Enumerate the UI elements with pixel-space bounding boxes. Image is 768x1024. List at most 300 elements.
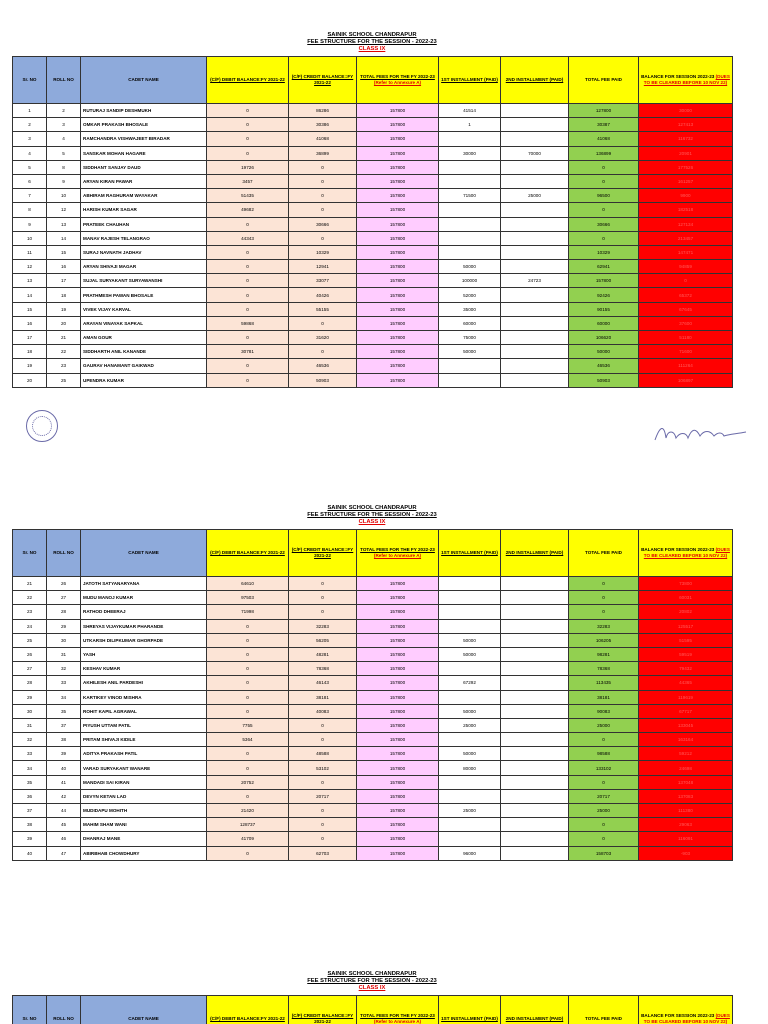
table-cell [501,690,569,704]
table-cell: 0 [569,160,639,174]
table-cell [501,662,569,676]
table-cell: SUJAL SURYAKANT SURYAWANSHI [81,274,207,288]
table-cell: 157800 [357,577,439,591]
table-cell: 157800 [357,804,439,818]
table-cell: 73800 [639,577,733,591]
col-debit: (C/F) DEBIT BALANCE:FY 2021-22 [207,996,289,1024]
table-cell: 46536 [289,359,357,373]
table-cell: 106620 [569,331,639,345]
fee-sheet-1 [12,32,732,388]
table-cell: 0 [289,718,357,732]
table-cell: 41514 [439,104,501,118]
table-cell: 0 [569,203,639,217]
table-cell: 97503 [207,591,289,605]
table-cell: 0 [289,174,357,188]
table-cell: 19 [13,359,47,373]
table-cell: 50000 [569,345,639,359]
table-body [13,577,733,861]
table-cell: MUDIDAPU MOHITH [81,804,207,818]
table-cell: 3 [13,132,47,146]
sheet-header [12,971,732,992]
table-cell: 0 [569,818,639,832]
table-cell: JATOTH SATYANARYANA [81,577,207,591]
table-cell: 20717 [289,789,357,803]
table-cell: 0 [289,316,357,330]
table-row [13,174,733,188]
table-cell: 33077 [289,274,357,288]
table-row [13,676,733,690]
table-cell: 26 [47,577,81,591]
table-cell: 0 [207,302,289,316]
table-cell [501,747,569,761]
table-row [13,288,733,302]
fee-table [12,995,733,1024]
table-cell: 0 [289,591,357,605]
table-cell [439,789,501,803]
table-cell [501,676,569,690]
table-cell: 34 [47,690,81,704]
table-cell: 71500 [439,189,501,203]
table-cell [501,231,569,245]
table-cell: 41 [47,775,81,789]
table-cell: 157800 [357,789,439,803]
table-cell: SURAJ NAVNATH JADHAV [81,245,207,259]
table-cell: 0 [207,146,289,160]
table-cell: 157800 [357,718,439,732]
table-cell [439,733,501,747]
table-cell: 113435 [569,676,639,690]
table-row [13,302,733,316]
table-cell: 7 [13,189,47,203]
table-cell: 0 [289,818,357,832]
table-cell: PIYUSH UTTAM PATIL [81,718,207,732]
table-cell: 29 [47,619,81,633]
table-cell: 111264 [639,359,733,373]
table-cell [501,118,569,132]
table-cell: 119619 [639,690,733,704]
table-cell: 38181 [569,690,639,704]
table-cell [439,690,501,704]
table-cell: 70000 [501,146,569,160]
table-cell: SIDDHARTH ANIL KANANDE [81,345,207,359]
table-cell: 10 [47,189,81,203]
table-cell [501,775,569,789]
sheet-title: FEE STRUCTURE FOR THE SESSION - 2022-23 [307,978,437,984]
table-cell: 12941 [289,260,357,274]
table-cell: 5364 [207,733,289,747]
class-label: CLASS IX [358,519,386,525]
col-total: TOTAL FEES FOR THE FY 2022-23 (Refer to Annexure A) [357,530,439,577]
table-cell: 19 [47,302,81,316]
table-cell: 45 [47,818,81,832]
table-cell: 27 [13,662,47,676]
table-cell: 41068 [289,132,357,146]
table-cell: -903 [639,846,733,860]
col-credit: (C/F) CREDIT BALANCE::FY 2021-22 [289,530,357,577]
table-cell: 17 [13,331,47,345]
table-cell: 127413 [639,118,733,132]
col-balance: BALANCE FOR SESSION 2022-23 (DUES TO BE CLEARED BEFORE 10 NOV 22) [639,530,733,577]
table-cell [501,217,569,231]
table-row [13,704,733,718]
table-cell: 53102 [289,761,357,775]
table-cell: 94859 [639,260,733,274]
table-cell: 32 [13,733,47,747]
table-cell: 67292 [439,676,501,690]
table-cell: 157800 [357,605,439,619]
table-cell: 163164 [639,733,733,747]
table-row [13,274,733,288]
fee-table [12,529,733,861]
table-cell: 25 [47,373,81,387]
table-cell: 0 [569,231,639,245]
table-cell: 157800 [357,118,439,132]
table-cell: 4 [47,132,81,146]
table-cell: 0 [289,189,357,203]
table-cell: UTKARSH DILIPKUMAR GHORPADE [81,633,207,647]
table-cell: 67645 [639,302,733,316]
table-cell: 0 [289,160,357,174]
table-cell: 75000 [439,331,501,345]
table-cell: 0 [289,804,357,818]
table-row [13,832,733,846]
table-cell: 157800 [357,359,439,373]
table-cell: 23 [13,605,47,619]
table-row [13,690,733,704]
table-cell: 157800 [357,132,439,146]
table-cell: 157800 [357,302,439,316]
table-cell: 31620 [289,331,357,345]
table-cell: 157800 [357,647,439,661]
table-cell: 16 [47,260,81,274]
table-cell: 96000 [439,846,501,860]
table-cell: 9 [47,174,81,188]
table-cell: ARYAN KIRAN PAWAR [81,174,207,188]
table-cell: 177526 [639,160,733,174]
table-cell: 25000 [501,189,569,203]
table-cell: 157800 [357,832,439,846]
table-header-row [13,530,733,577]
table-cell: 23 [47,359,81,373]
table-cell: 1 [13,104,47,118]
col-rollno: ROLL NO [47,996,81,1024]
table-cell: RAMCHANDRA VISHWAJEET BIRADAR [81,132,207,146]
table-cell [501,203,569,217]
table-cell: 136899 [569,146,639,160]
table-row [13,146,733,160]
table-row [13,331,733,345]
table-cell: 41709 [207,832,289,846]
table-cell: 27 [47,591,81,605]
col-total: TOTAL FEES FOR THE FY 2022-23 (Refer to Annexure A) [357,57,439,104]
table-cell: 50000 [439,260,501,274]
table-cell [501,174,569,188]
fee-sheet-3 [12,971,732,1024]
table-cell [439,160,501,174]
table-cell: 0 [569,832,639,846]
table-cell: 0 [289,231,357,245]
table-cell: 25 [13,633,47,647]
table-cell: 78368 [569,662,639,676]
table-cell: 30387 [569,118,639,132]
table-cell: 0 [289,203,357,217]
table-row [13,647,733,661]
table-cell: 0 [569,775,639,789]
table-cell: 50000 [439,704,501,718]
table-cell: 51180 [639,331,733,345]
table-cell: 59519 [639,647,733,661]
table-cell: 0 [207,761,289,775]
table-cell [439,231,501,245]
table-cell: 182518 [639,203,733,217]
table-cell: 0 [569,577,639,591]
sheet-title: FEE STRUCTURE FOR THE SESSION - 2022-23 [307,512,437,518]
table-cell: 157800 [357,331,439,345]
table-cell: 48588 [289,747,357,761]
table-cell: 127134 [639,217,733,231]
table-cell: 157800 [357,245,439,259]
table-row [13,605,733,619]
signature-icon [650,418,750,448]
table-cell: HARISH KUMAR SAGAR [81,203,207,217]
table-cell [501,789,569,803]
col-credit: (C/F) CREDIT BALANCE::FY 2021-22 [289,996,357,1024]
table-cell: 116091 [639,832,733,846]
table-cell: 158703 [569,846,639,860]
table-cell: AMAN GOUR [81,331,207,345]
table-cell: MANDADI SAI KIRAN [81,775,207,789]
table-cell [501,633,569,647]
table-cell [501,104,569,118]
table-cell: 50000 [439,747,501,761]
table-cell [439,373,501,387]
table-cell: 18 [13,345,47,359]
table-cell: MAHIM SHAM WANI [81,818,207,832]
table-cell: DEVYN KETAN LAD [81,789,207,803]
table-row [13,733,733,747]
table-cell: 106205 [569,633,639,647]
sheet-header [12,32,732,53]
table-row [13,577,733,591]
table-cell: 86286 [289,104,357,118]
table-row [13,633,733,647]
table-cell: 157800 [357,203,439,217]
table-cell: 0 [569,591,639,605]
table-cell [439,591,501,605]
table-cell: 8 [13,203,47,217]
table-cell: 22 [13,591,47,605]
table-cell: 32283 [569,619,639,633]
table-cell [501,718,569,732]
table-cell [501,260,569,274]
table-cell: 60000 [439,316,501,330]
table-cell: 39 [13,832,47,846]
table-cell: 0 [207,274,289,288]
table-cell: 0 [207,846,289,860]
table-cell: 157800 [357,217,439,231]
table-cell: 90083 [569,704,639,718]
table-cell: 147471 [639,245,733,259]
table-cell: 37600 [639,316,733,330]
col-debit: (C/F) DEBIT BALANCE:FY 2021-22 [207,57,289,104]
col-rollno: ROLL NO [47,530,81,577]
table-cell: 26 [13,647,47,661]
table-row [13,747,733,761]
table-cell [501,733,569,747]
table-cell: 111380 [639,804,733,818]
table-cell: 34 [13,761,47,775]
table-cell: 157800 [357,160,439,174]
table-cell: 161257 [639,174,733,188]
table-cell: 24 [13,619,47,633]
col-srno: Sr. NO [13,57,47,104]
table-cell: 22 [47,345,81,359]
table-cell: GAURAV HANAMANT GAIKWAD [81,359,207,373]
table-cell: 7755 [207,718,289,732]
table-row [13,217,733,231]
school-name: SAINIK SCHOOL CHANDRAPUR [327,971,417,977]
table-cell: 125517 [639,619,733,633]
table-cell: ABIRBHAB CHOWDHURY [81,846,207,860]
table-cell: 50903 [289,373,357,387]
table-cell: 31 [47,647,81,661]
table-cell: VARAD SURYAKANT WANARE [81,761,207,775]
table-cell: UPENDRA KUMAR [81,373,207,387]
table-cell: 106897 [639,373,733,387]
col-balance: BALANCE FOR SESSION 2022-23 (DUES TO BE CLEARED BEFORE 10 NOV 22) [639,996,733,1024]
table-row [13,118,733,132]
class-label: CLASS IX [358,985,386,991]
table-cell [439,577,501,591]
table-cell [439,775,501,789]
table-cell: 157800 [357,747,439,761]
table-cell: 44365 [639,676,733,690]
table-cell: 157800 [569,274,639,288]
table-cell: 98281 [569,647,639,661]
table-cell: 10329 [569,245,639,259]
table-cell: 157800 [357,761,439,775]
table-cell [501,160,569,174]
table-row [13,160,733,174]
table-cell: 20802 [639,605,733,619]
table-cell: 0 [289,832,357,846]
table-cell: 0 [289,733,357,747]
table-cell: 31 [13,718,47,732]
table-cell: 16 [13,316,47,330]
table-cell: 0 [289,775,357,789]
table-cell: 25000 [439,804,501,818]
table-cell [501,373,569,387]
table-cell: 157800 [357,846,439,860]
table-cell: 25000 [439,718,501,732]
table-row [13,203,733,217]
table-cell: 50000 [439,345,501,359]
table-cell: 46 [47,832,81,846]
table-row [13,818,733,832]
table-cell: 157800 [357,704,439,718]
table-cell: 157800 [357,775,439,789]
table-cell: 0 [207,104,289,118]
table-cell: 30 [13,704,47,718]
table-cell: 30386 [289,118,357,132]
table-cell: SIDDHANT SANJAY DAUD [81,160,207,174]
table-cell: 157800 [357,619,439,633]
col-name: CADET NAME [81,530,207,577]
school-name: SAINIK SCHOOL CHANDRAPUR [327,32,417,38]
col-srno: Sr. NO [13,530,47,577]
table-cell: 35 [47,704,81,718]
table-cell [501,832,569,846]
table-cell: SHREYAS VIJAYKUMAR PHARANDE [81,619,207,633]
table-cell: 12 [47,203,81,217]
sheet-title: FEE STRUCTURE FOR THE SESSION - 2022-23 [307,39,437,45]
table-cell: 100000 [439,274,501,288]
table-cell [439,203,501,217]
table-cell: 65372 [639,288,733,302]
table-cell: 0 [207,373,289,387]
table-cell: 36899 [289,146,357,160]
table-row [13,104,733,118]
table-cell: 157800 [357,690,439,704]
table-cell: 0 [569,174,639,188]
table-row [13,662,733,676]
table-cell: 12 [13,260,47,274]
table-cell: 133102 [569,761,639,775]
table-row [13,189,733,203]
table-cell: 38181 [289,690,357,704]
table-cell: 2 [47,104,81,118]
table-cell: 157800 [357,373,439,387]
table-cell: 3 [47,118,81,132]
col-srno: Sr. NO [13,996,47,1024]
table-cell: 9 [13,217,47,231]
table-cell: 0 [207,217,289,231]
table-cell: 21420 [207,804,289,818]
table-cell: DHANRAJ MANE [81,832,207,846]
table-cell: 37 [13,804,47,818]
table-cell: ABHIRAM RAGHURAM WAYAKAR [81,189,207,203]
table-cell: 2 [13,118,47,132]
table-cell: 0 [569,733,639,747]
table-cell: 49682 [207,203,289,217]
col-inst1: 1ST INSTALLMENT (PAID) [439,530,501,577]
table-cell: MUDU MANOJ KUMAR [81,591,207,605]
table-cell [501,704,569,718]
table-cell: 78368 [289,662,357,676]
table-cell: 157800 [357,260,439,274]
table-cell: 0 [207,676,289,690]
table-cell: 14 [47,231,81,245]
table-cell: 213457 [639,231,733,245]
table-cell [501,331,569,345]
table-cell: SANSKAR MOHAN HAGARE [81,146,207,160]
sheet-header [12,505,732,526]
table-cell: 15 [47,245,81,259]
table-cell: 37 [47,718,81,732]
table-cell: 0 [207,633,289,647]
table-cell: 50903 [569,373,639,387]
table-cell: 157800 [357,818,439,832]
table-cell: 24698 [639,761,733,775]
table-cell: 90155 [569,302,639,316]
table-cell: KESHAV KUMAR [81,662,207,676]
table-row [13,132,733,146]
table-cell: 36 [13,789,47,803]
table-cell: 0 [289,345,357,359]
table-cell: 56205 [289,633,357,647]
table-cell: 71600 [639,345,733,359]
table-cell: 48281 [289,647,357,661]
